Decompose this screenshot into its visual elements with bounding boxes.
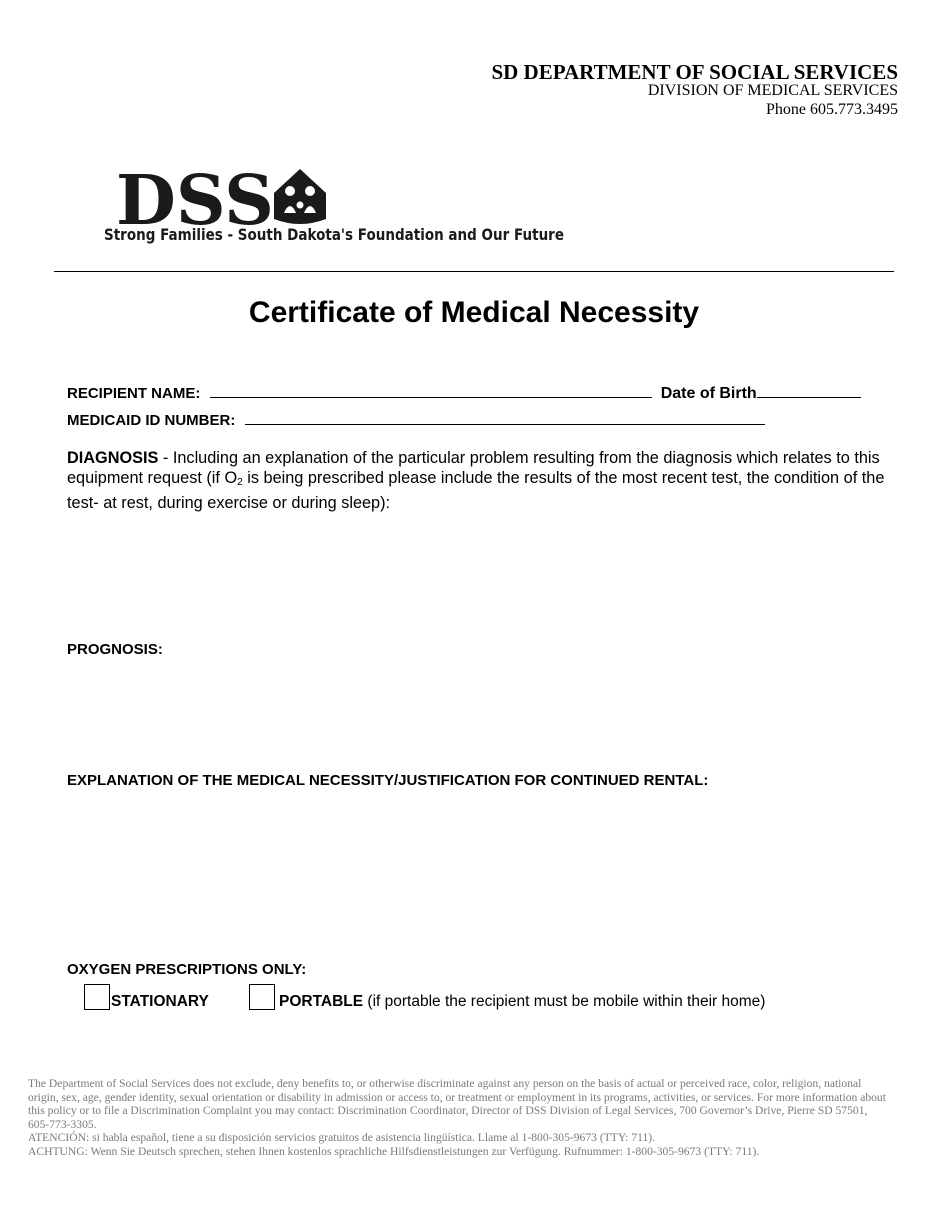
oxygen-prescriptions-label: OXYGEN PRESCRIPTIONS ONLY: bbox=[67, 961, 307, 978]
recipient-name-row bbox=[67, 384, 861, 403]
medicaid-id-label: MEDICAID ID NUMBER: bbox=[67, 412, 236, 429]
stationary-label bbox=[111, 993, 209, 1011]
svg-text:Strong Families - South Dakota: Strong Families - South Dakota's Foundation and Our Future bbox=[104, 225, 565, 244]
prognosis-answer-area[interactable] bbox=[67, 662, 887, 762]
division-name: DIVISION OF MEDICAL SERVICES bbox=[647, 82, 898, 99]
recipient-name-label: RECIPIENT NAME: bbox=[67, 385, 201, 402]
family-house-icon bbox=[274, 169, 326, 224]
portable-label-text: PORTABLE bbox=[279, 993, 364, 1010]
portable-label bbox=[279, 993, 765, 1011]
explanation-label: EXPLANATION OF THE MEDICAL NECESSITY/JUSTIFICATION FOR CONTINUED RENTAL: bbox=[67, 772, 709, 789]
date-of-birth-label: Date of Birth bbox=[660, 385, 757, 402]
phone-number: Phone 605.773.3495 bbox=[766, 101, 898, 118]
svg-text:DSS: DSS bbox=[116, 161, 274, 241]
prognosis-label: PROGNOSIS: bbox=[67, 641, 163, 658]
diagnosis-text-continued: is being prescribed please include the results of the most recent test, the condition of the test- at rest, during exercise or during sleep): bbox=[67, 469, 885, 512]
german-language-notice: ACHTUNG: Wenn Sie Deutsch sprechen, stehen Ihnen kostenlos sprachliche Hilfsdienstleistungen zur Verfügung. Rufnummer: 1-800-305-9673 (TTY: 711). bbox=[28, 1144, 760, 1158]
diagnosis-text: - Including an explanation of the particular problem resulting from the diagnosis which relates to this equipment request (if O bbox=[67, 449, 880, 487]
department-name: SD DEPARTMENT OF SOCIAL SERVICES bbox=[491, 60, 898, 84]
date-of-birth-field[interactable] bbox=[757, 384, 861, 398]
nondiscrimination-footer bbox=[28, 1077, 890, 1158]
dss-logo bbox=[104, 163, 574, 248]
portable-note: (if portable the recipient must be mobile within their home) bbox=[363, 993, 766, 1010]
nondiscrimination-notice: The Department of Social Services does not exclude, deny benefits to, or otherwise discriminate against any person on the basis of actual or perceived race, color, religion, national origin, sex, age, gender identity, sexual orientation or disability in admission or access to, or treatment or employment in its programs, activities, or services. For more information about this policy or to file a Discrimination Complaint you may contact: Discrimination Coordinator, Director of DSS Division of Legal Services, 700 Governor’s Drive, Pierre SD 57501, 605-773-3305. bbox=[28, 1077, 886, 1131]
header-divider bbox=[54, 271, 894, 272]
diagnosis-label: DIAGNOSIS bbox=[67, 449, 159, 467]
explanation-answer-area[interactable] bbox=[67, 793, 887, 948]
medicaid-id-row bbox=[67, 411, 765, 429]
oxygen-subscript: 2 bbox=[237, 477, 243, 488]
form-title: Certificate of Medical Necessity bbox=[248, 296, 700, 329]
stationary-checkbox[interactable] bbox=[84, 984, 110, 1010]
diagnosis-answer-area[interactable] bbox=[67, 512, 887, 632]
stationary-label-text: STATIONARY bbox=[111, 993, 209, 1010]
medicaid-id-field[interactable] bbox=[245, 411, 765, 425]
spanish-language-notice: ATENCIÓN: si habla español, tiene a su disposición servicios gratuitos de asistencia lingüística. Llame al 1-800-305-9673 (TTY: 711). bbox=[28, 1131, 656, 1144]
diagnosis-instructions bbox=[67, 448, 887, 513]
portable-checkbox[interactable] bbox=[249, 984, 275, 1010]
recipient-name-field[interactable] bbox=[210, 384, 652, 398]
